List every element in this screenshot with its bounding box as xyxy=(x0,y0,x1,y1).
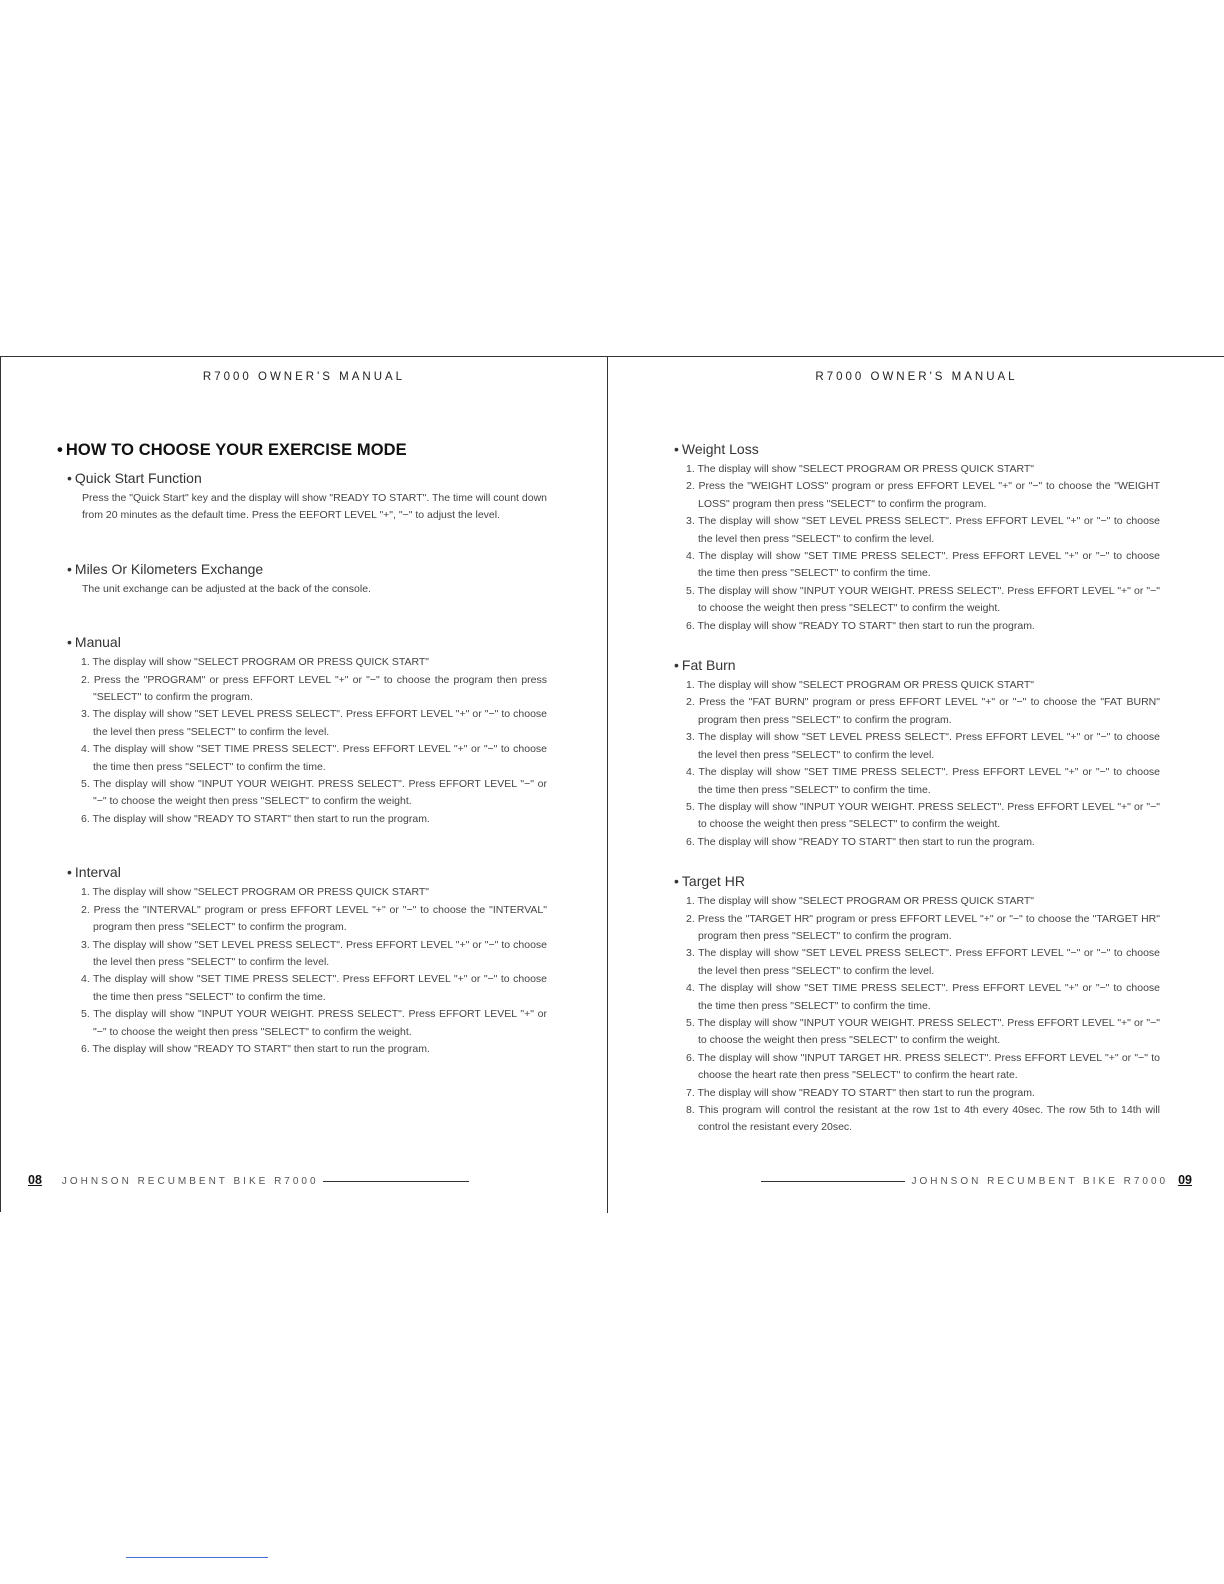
running-header: R7000 OWNER'S MANUAL xyxy=(202,371,406,383)
right-page-content xyxy=(674,441,1160,1137)
list-item: 1. The display will show "SELECT PROGRAM OR PRESS QUICK START" xyxy=(686,895,1035,908)
section-target-hr xyxy=(674,873,1160,1137)
section-interval xyxy=(57,864,547,1058)
footer-text: JOHNSON RECUMBENT BIKE R7000 xyxy=(911,1176,1169,1187)
bullet-icon: • xyxy=(674,441,679,457)
section-text: Press the "Quick Start" key and the display will show "READY TO START". The time will count down from 20 minutes as the default time. Press the EEFORT LEVEL "+", "−" to adjust the level. xyxy=(82,492,547,522)
bullet-icon: • xyxy=(67,864,72,881)
bullet-icon: • xyxy=(67,634,72,651)
right-page xyxy=(608,357,1224,1213)
list-item: 6. The display will show "INPUT TARGET HR. PRESS SELECT". Press EFFORT LEVEL "+" or "−" to choose the heart rate then press "SELECT" to confirm the heart rate. xyxy=(686,1051,1160,1082)
bullet-icon: • xyxy=(67,560,72,577)
list-item: 5. The display will show "INPUT YOUR WEIGHT. PRESS SELECT". Press EFFORT LEVEL "+" or "−" to choose the weight then press "SELECT" to confirm the weight. xyxy=(686,584,1160,615)
section-title: • Weight Loss xyxy=(674,441,759,457)
list-item: 1. The display will show "SELECT PROGRAM OR PRESS QUICK START" xyxy=(686,463,1035,475)
left-page-content xyxy=(57,441,547,1058)
spacer xyxy=(57,828,547,864)
list-item: 3. The display will show "SET LEVEL PRESS SELECT". Press EFFORT LEVEL "−" or "−" to choose the level then press "SELECT" to confirm the level. xyxy=(686,947,1160,977)
list-item: 4. The display will show "SET TIME PRESS SELECT". Press EFFORT LEVEL "+" or "−" to choose the time then press "SELECT" to confirm the time. xyxy=(686,766,1160,796)
section-fat-burn xyxy=(674,657,1160,851)
page-footer xyxy=(28,1173,469,1187)
section-title: • Quick Start Function xyxy=(67,470,202,486)
spacer xyxy=(674,635,1160,657)
section-title: • Miles Or Kilometers Exchange xyxy=(67,560,264,577)
list-item: 2. Press the "FAT BURN" program or press EFFORT LEVEL "+" or "−" to choose the "FAT BURN" program then press "SELECT" to confirm the program. xyxy=(686,696,1160,726)
list-item: 4. The display will show "SET TIME PRESS SELECT". Press EFFORT LEVEL "+" or "−" to choose the time then press "SELECT" to confirm the time. xyxy=(81,743,547,773)
list-item: 5. The display will show "INPUT YOUR WEIGHT. PRESS SELECT". Press EFFORT LEVEL "+" or "−" to choose the weight then press "SELECT" to confirm the weight. xyxy=(686,1016,1160,1047)
running-header: R7000 OWNER'S MANUAL xyxy=(815,371,1018,383)
list-item: 2. Press the "TARGET HR" program or press EFFORT LEVEL "+" or "−" to choose the "TARGET HR" program then press "SELECT" to confirm the program. xyxy=(686,912,1160,942)
spacer xyxy=(57,598,547,634)
section-text: The unit exchange can be adjusted at the back of the console. xyxy=(82,582,371,595)
list-item: 8. This program will control the resistant at the row 1st to 4th every 40sec. The row 5th to 14th will control the resistant every 20sec. xyxy=(686,1104,1160,1134)
section-title: • Manual xyxy=(67,634,121,651)
list-item: 6. The display will show "READY TO START" then start to run the program. xyxy=(686,835,1035,848)
list-item: 3. The display will show "SET LEVEL PRESS SELECT". Press EFFORT LEVEL "+" or "−" to choose the level then press "SELECT" to confirm the level. xyxy=(81,708,547,738)
step-list xyxy=(57,884,547,1058)
bullet-icon: • xyxy=(674,873,679,890)
list-item: 6. The display will show "READY TO START" then start to run the program. xyxy=(686,619,1035,632)
list-item: 1. The display will show "SELECT PROGRAM OR PRESS QUICK START" xyxy=(81,656,430,669)
section-weight-loss xyxy=(674,441,1160,635)
step-list xyxy=(674,461,1160,635)
footer-rule xyxy=(761,1181,905,1182)
list-item: 6. The display will show "READY TO START" then start to run the program. xyxy=(81,1042,430,1055)
section-title: • Target HR xyxy=(674,873,745,890)
step-list xyxy=(674,893,1160,1137)
footer-rule xyxy=(323,1181,469,1182)
bullet-icon: • xyxy=(674,657,679,674)
list-item: 2. Press the "INTERVAL" program or press EFFORT LEVEL "+" or "−" to choose the "INTERVAL" program then press "SELECT" to confirm the program. xyxy=(81,903,547,934)
step-list xyxy=(674,677,1160,851)
list-item: 3. The display will show "SET LEVEL PRESS SELECT". Press EFFORT LEVEL "+" or "−" to choose the level then press "SELECT" to confirm the level. xyxy=(81,938,547,968)
list-item: 3. The display will show "SET LEVEL PRESS SELECT". Press EFFORT LEVEL "+" or "−" to choose the level then press "SELECT" to confirm the level. xyxy=(686,731,1160,761)
list-item: 2. Press the "PROGRAM" or press EFFORT LEVEL "+" or "−" to choose the program then press "SELECT" to confirm the program. xyxy=(81,673,547,704)
footer-text: JOHNSON RECUMBENT BIKE R7000 xyxy=(61,1176,319,1187)
spacer xyxy=(57,525,547,561)
list-item: 4. The display will show "SET TIME PRESS SELECT". Press EFFORT LEVEL "+" or "−" to choose the time then press "SELECT" to confirm the time. xyxy=(686,982,1160,1012)
section-manual xyxy=(57,634,547,828)
link-underline xyxy=(126,1557,268,1558)
list-item: 7. The display will show "READY TO START" then start to run the program. xyxy=(686,1086,1035,1099)
list-item: 5. The display will show "INPUT YOUR WEIGHT. PRESS SELECT". Press EFFORT LEVEL "+" or "−" to choose the weight then press "SELECT" to confirm the weight. xyxy=(81,1008,547,1038)
list-item: 5. The display will show "INPUT YOUR WEIGHT. PRESS SELECT". Press EFFORT LEVEL "+" or "−" to choose the weight then press "SELECT" to confirm the weight. xyxy=(686,800,1160,831)
spacer xyxy=(674,851,1160,873)
left-page xyxy=(1,357,607,1213)
list-item: 5. The display will show "INPUT YOUR WEIGHT. PRESS SELECT". Press EFFORT LEVEL "−" or "−" to choose the weight then press "SELECT" to confirm the weight. xyxy=(81,778,547,808)
step-list xyxy=(57,654,547,828)
manual-spread xyxy=(0,356,1224,1212)
list-item: 1. The display will show "SELECT PROGRAM OR PRESS QUICK START" xyxy=(686,679,1035,692)
section-title: • Fat Burn xyxy=(674,657,736,674)
page-number: 09 xyxy=(1178,1173,1192,1187)
list-item: 3. The display will show "SET LEVEL PRESS SELECT". Press EFFORT LEVEL "+" or "−" to choose the level then press "SELECT" to confirm the level. xyxy=(686,515,1160,545)
section-miles-km xyxy=(57,561,547,598)
bullet-icon: • xyxy=(57,441,63,459)
page-number: 08 xyxy=(28,1173,42,1187)
page-footer xyxy=(761,1173,1192,1187)
list-item: 4. The display will show "SET TIME PRESS SELECT". Press EFFORT LEVEL "+" or "−" to choose the time then press "SELECT" to confirm the time. xyxy=(81,973,547,1003)
main-heading: • HOW TO CHOOSE YOUR EXERCISE MODE xyxy=(57,441,407,459)
bullet-icon: • xyxy=(67,470,72,486)
list-item: 6. The display will show "READY TO START" then start to run the program. xyxy=(81,812,430,825)
section-title: • Interval xyxy=(67,864,121,881)
list-item: 2. Press the "WEIGHT LOSS" program or press EFFORT LEVEL "+" or "−" to choose the "WEIGHT LOSS" program then press "SELECT" to confirm the program. xyxy=(686,480,1160,510)
list-item: 1. The display will show "SELECT PROGRAM OR PRESS QUICK START" xyxy=(81,886,430,899)
section-quick-start xyxy=(57,470,547,525)
list-item: 4. The display will show "SET TIME PRESS SELECT". Press EFFORT LEVEL "+" or "−" to choose the time then press "SELECT" to confirm the time. xyxy=(686,550,1160,580)
